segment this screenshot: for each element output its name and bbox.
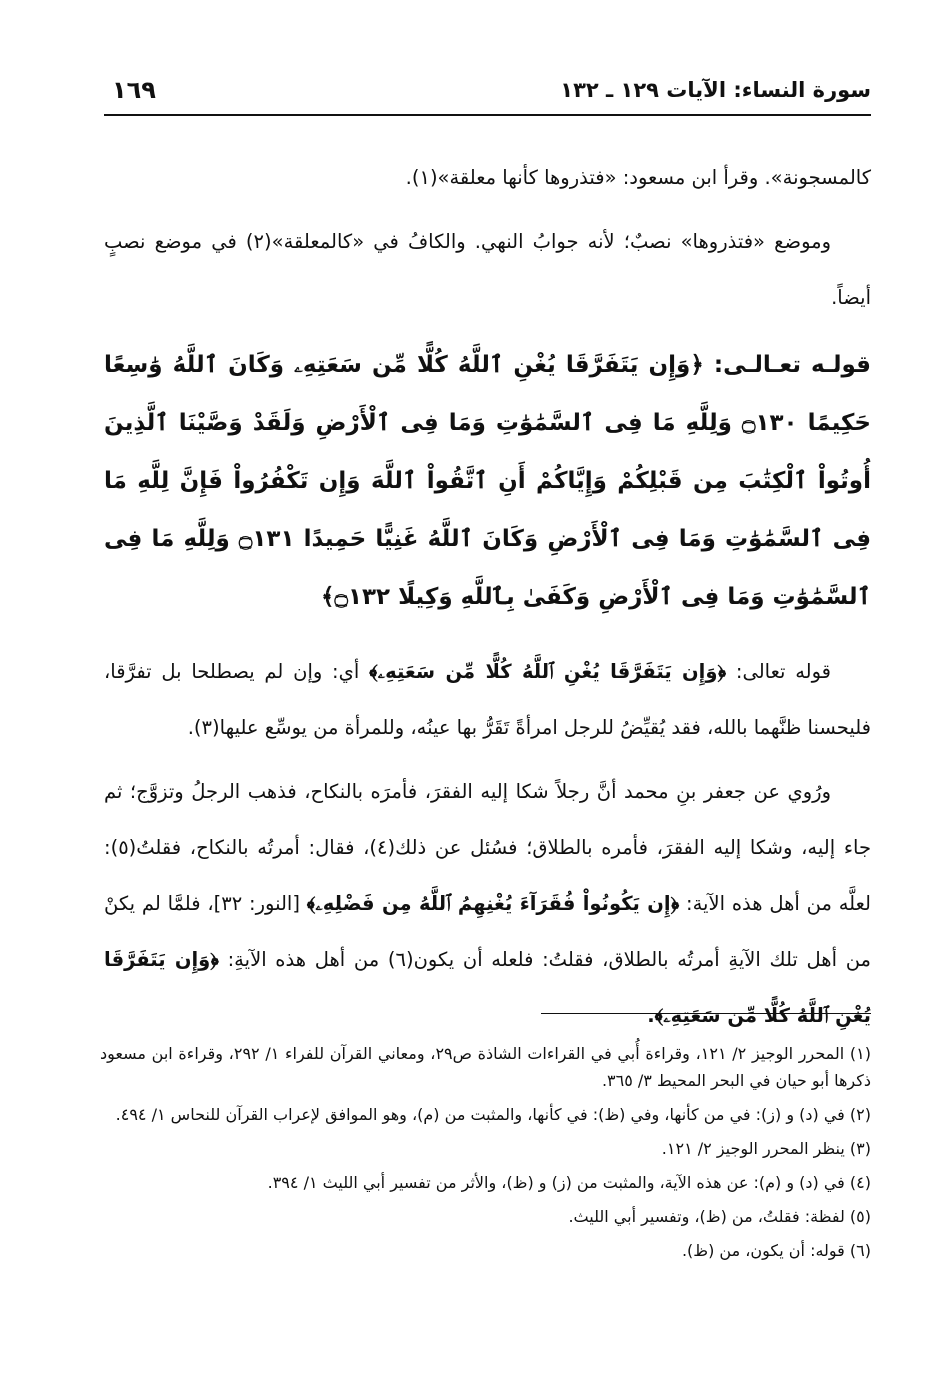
quran-block-lead: قولـه تعـالـى: <box>703 352 871 378</box>
paragraph-2: وموضع «فتذروها» نصبٌ؛ لأنه جوابُ النهي. والكافُ في «كالمعلقة»(٢) في موضع نصبٍ أيضاً. <box>104 230 871 309</box>
footnote-4: (٤) في (د) و (م): عن هذه الآية، والمثبت من (ز) و (ظ)، والأثر من تفسير أبي الليث ١/ ٣٩٤. <box>267 1173 871 1192</box>
footnote-3: (٣) ينظر المحرر الوجيز ٢/ ١٢١. <box>661 1139 871 1158</box>
header-rule <box>104 114 871 116</box>
paragraph-3-quote: ﴿وَإِن يَتَفَرَّقَا يُغْنِ ٱللَّهُ كُلًّا مِّن سَعَتِهِۦ﴾ <box>369 660 727 683</box>
running-header-title: سورة النساء: الآيات ١٢٩ ـ ١٣٢ <box>560 78 871 102</box>
main-text <box>104 150 871 1044</box>
footnotes <box>100 1040 871 1271</box>
footnote-2: (٢) في (د) و (ز): في من كأنها، وفي (ظ): في كأنها، والمثبت من (م)، وهو الموافق لإعراب القرآن للنحاس ١/ ٤٩٤. <box>115 1105 871 1124</box>
footnote-rule <box>541 1013 871 1014</box>
page-number: ١٦٩ <box>112 76 156 104</box>
footnote-6: (٦) قوله: أن يكون، من (ظ). <box>681 1241 871 1260</box>
paragraph-4-quote-1: ﴿إِن يَكُونُواْ فُقَرَآءَ يُغْنِهِمُ ٱللَّهُ مِن فَضْلِهِۦ﴾ <box>306 892 680 915</box>
footnote-5: (٥) لفظة: فقلتُ، من (ظ)، وتفسير أبي الليث. <box>568 1207 871 1226</box>
paragraph-4-part1: ورُوي عن جعفر بنِ محمد أنَّ رجلاً شكا إليه الفقرَ، فأمرَه بالنكاح، فذهب الرجلُ وتزوَّج؛ ثم جاء إليه، وشكا إليه الفقرَ، فأمره بالطلاق؛ فسُئل عن ذلك(٤)، فقال: أمرتُه بالنكاح، فقلتُ(٥): لعلَّه من أهل هذه الآية: <box>104 780 872 915</box>
paragraph-4-quote-2: ﴿وَإِن يَتَفَرَّقَا يُغْنِ ٱللَّهُ كُلًّا مِّن سَعَتِهِۦ﴾. <box>104 948 871 1027</box>
running-header <box>104 72 871 114</box>
paragraph-4 <box>104 764 871 1044</box>
footnote-1: (١) المحرر الوجيز ٢/ ١٢١، وقراءة أُبي في القراءات الشاذة ص٢٩، ومعاني القرآن للفراء ١/ ٢٩٢، وقراءة ابن مسعود ذكرها أبو حيان في البحر المحيط ٣/ ٣٦٥. <box>100 1044 872 1090</box>
quran-verses-text: ﴿وَإِن يَتَفَرَّقَا يُغْنِ ٱللَّهُ كُلًّا مِّن سَعَتِهِۦ وَكَانَ ٱللَّهُ وَٰسِعًا حَكِيمًا ۝١٣٠ وَلِلَّهِ مَا فِى ٱلسَّمَٰوَٰتِ وَمَا فِى ٱلْأَرْضِ وَلَقَدْ وَصَّيْنَا ٱلَّذِينَ أُوتُواْ ٱلْكِتَٰبَ مِن قَبْلِكُمْ وَإِيَّاكُمْ أَنِ ٱتَّقُواْ ٱللَّهَ وَإِن تَكْفُرُواْ فَإِنَّ لِلَّهِ مَا فِى ٱلسَّمَٰوَٰتِ وَمَا فِى ٱلْأَرْضِ وَكَانَ ٱللَّهُ غَنِيًّا حَمِيدًا ۝١٣١ وَلِلَّهِ مَا فِى ٱلسَّمَٰوَٰتِ وَمَا فِى ٱلْأَرْضِ وَكَفَىٰ بِٱللَّهِ وَكِيلًا ۝١٣٢﴾ <box>104 352 872 610</box>
paragraph-1: كالمسجونة». وقرأ ابن مسعود: «فتذروها كأنها معلقة»(١). <box>405 166 871 189</box>
quran-verses-block <box>104 336 871 626</box>
paragraph-4-part2: [النور: ٣٢]، فلمَّا لم يكنْ من أهل تلك الآيةِ أمرتُه بالطلاق، فقلتُ: فلعله أن يكون(٦) من أهل هذه الآيةِ: <box>104 892 871 971</box>
paragraph-3-rest: أي: وإن لم يصطلحا بل تفرَّقا، فليحسنا ظنَّهما بالله، فقد يُقيِّضُ للرجل امرأةً تَقَرُّ بها عينُه، وللمرأة من يوسِّع عليها(٣). <box>104 660 871 739</box>
paragraph-3-lead: قوله تعالى: <box>726 660 832 683</box>
paragraph-3 <box>104 644 871 756</box>
